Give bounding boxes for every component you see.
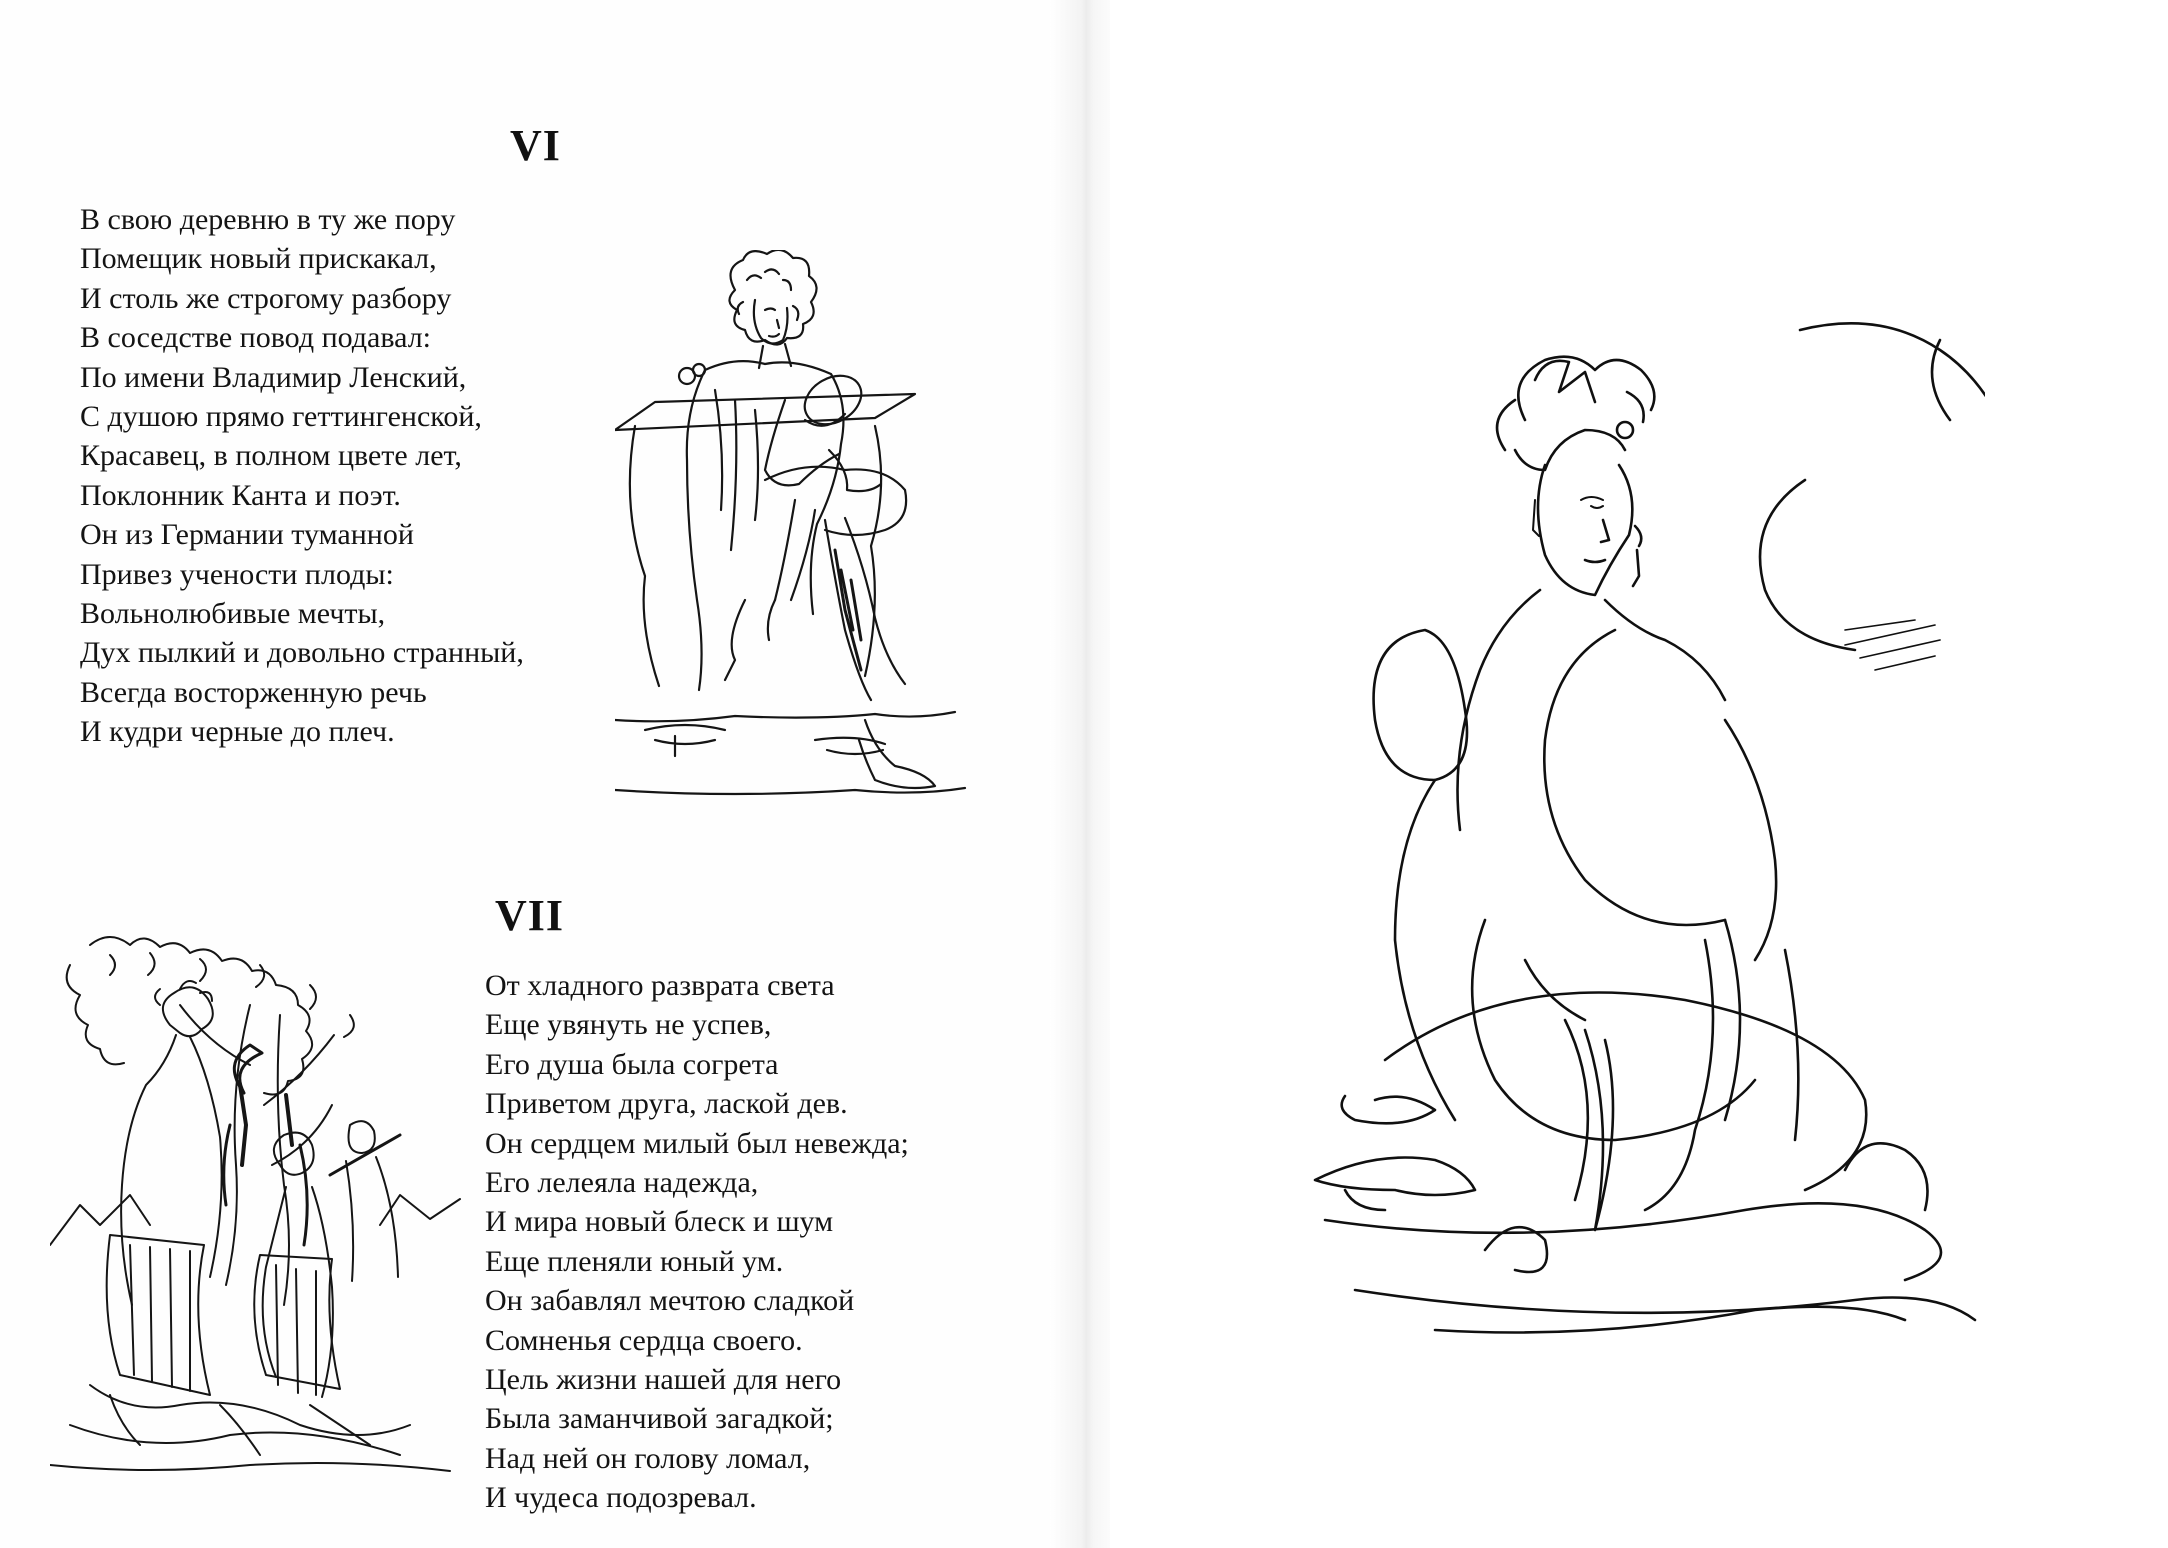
verse-line: Он из Германии туманной	[80, 518, 414, 552]
verse-line: С душою прямо геттингенской,	[80, 400, 482, 434]
verse-line: Поклонник Канта и поэт.	[80, 478, 401, 512]
verse-line: В соседстве повод подавал:	[80, 321, 432, 355]
verse-line: Над ней он голову ломал,	[485, 1441, 811, 1475]
stanza-text	[485, 966, 909, 1518]
verse-line: И мира новый блеск и шум	[485, 1205, 834, 1239]
verse-line: И чудеса подозревал.	[485, 1481, 757, 1515]
verse-line: Приветом друга, лаской дев.	[485, 1087, 848, 1121]
verse-line: И столь же строгому разбору	[80, 281, 452, 315]
verse-line: От хладного разврата света	[485, 969, 835, 1002]
verse-line: Сомненья сердца своего.	[485, 1323, 803, 1357]
stanza-number: VII	[495, 891, 565, 940]
verse-line: Помещик новый прискакал,	[80, 242, 437, 276]
muses-illustration	[50, 925, 470, 1485]
verse-line: Он сердцем милый был невежда;	[485, 1126, 909, 1160]
verse-line: Всегда восторженную речь	[80, 675, 427, 709]
verse-line: Цель жизни нашей для него	[485, 1363, 842, 1397]
verse-line: Красавец, в полном цвете лет,	[80, 439, 462, 473]
right-page	[1110, 0, 2168, 1548]
verse-line: Еще увянуть не успев,	[485, 1008, 772, 1042]
stanza-text	[80, 200, 524, 752]
verse-line: Он забавлял мечтою сладкой	[485, 1284, 855, 1318]
verse-line: Дух пылкий и довольно странный,	[80, 636, 524, 670]
verse-line: В свою деревню в ту же пору	[80, 203, 456, 236]
verse-line: По имени Владимир Ленский,	[80, 360, 467, 394]
verse-line: Его лелеяла надежда,	[485, 1166, 759, 1200]
show-through-mark	[1520, 160, 1600, 170]
stanza-number: VI	[510, 121, 561, 170]
woman-illustration	[1285, 300, 1985, 1400]
verse-line: Его душа была согрета	[485, 1047, 779, 1081]
verse-line: Была заманчивой загадкой;	[485, 1402, 834, 1436]
left-page	[0, 0, 1070, 1548]
verse-line: И кудри черные до плеч.	[80, 715, 395, 749]
lensky-illustration	[615, 250, 975, 830]
verse-line: Еще пленяли юный ум.	[485, 1244, 784, 1278]
verse-line: Вольнолюбивые мечты,	[80, 597, 386, 631]
verse-line: Привез учености плоды:	[80, 557, 394, 591]
